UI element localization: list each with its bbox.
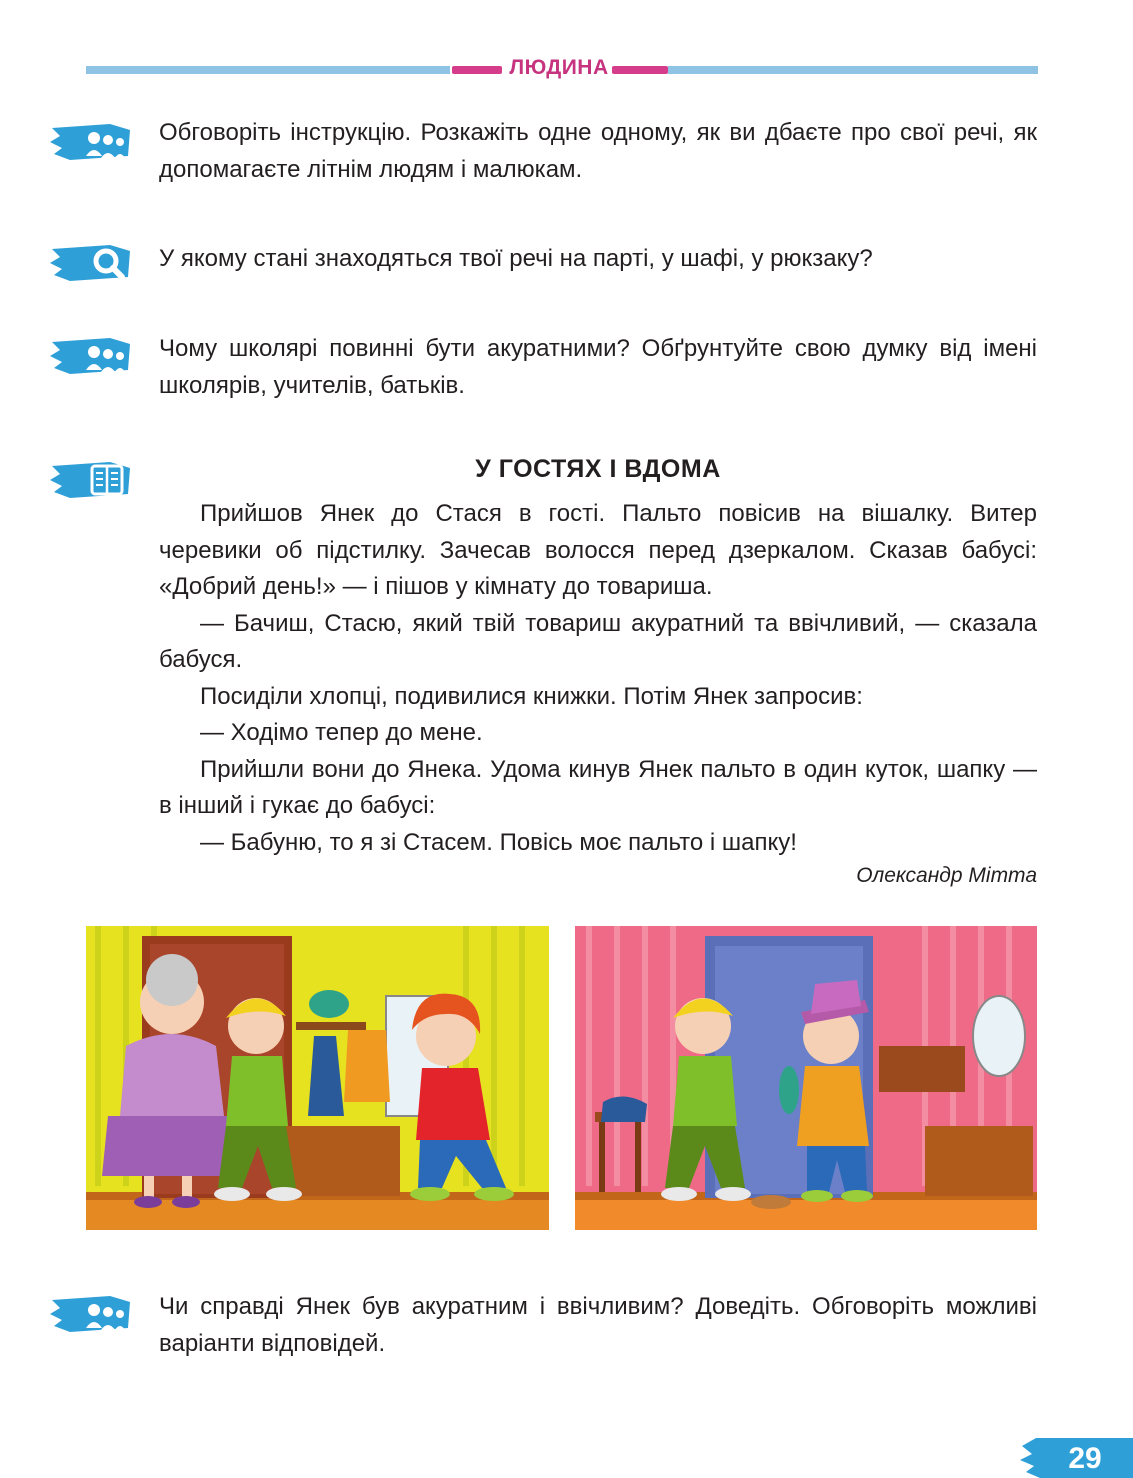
header-rule-left [86,66,450,74]
section-title: ЛЮДИНА [509,56,609,79]
group-discussion-icon [50,1294,134,1334]
story-paragraph: Прийшов Янек до Стася в гості. Пальто повісив на вішалку. Витер черевики об підстилку. Зачесав волосся перед дзеркалом. Сказав бабусі: «Добрий день!» — і пішов у кімнату до товариша. [159,500,1037,600]
book-icon [50,460,134,500]
header-rule-right [668,66,1038,74]
story-text [159,496,1037,861]
story-paragraph: Посиділи хлопці, подивилися книжки. Потім Янек запросив: [200,682,863,710]
story-paragraph: Прийшли вони до Янека. Удома кинув Янек пальто в один куток, шапку — в інший і гукає до бабусі: [159,755,1037,819]
page-number: 29 [1068,1442,1102,1475]
group-discussion-icon [50,122,134,162]
task-why-neat: Чому школярі повинні бути акуратними? Обґрунтуйте свою думку від імені школярів, учителів, батьків. [159,335,1037,399]
illustration-home [575,926,1037,1230]
task-final-question: Чи справді Янек був акуратним і ввічливим? Доведіть. Обговоріть можливі варіанти відповідей. [159,1293,1037,1357]
story-title: У ГОСТЯХ І ВДОМА [475,455,721,483]
story-paragraph: — Ходімо тепер до мене. [200,719,483,746]
story-paragraph: — Бабуню, то я зі Стасем. Повісь моє пальто і шапку! [200,828,797,856]
illustration-visit [86,926,549,1230]
magnifier-icon [50,243,134,283]
task-discuss-instruction: Обговоріть інструкцію. Розкажіть одне одному, як ви дбаєте про свої речі, як допомагаєте літнім людям і малюкам. [159,119,1037,183]
story-paragraph: — Бачиш, Стасю, який твій товариш акуратний та ввічливий, — сказала бабуся. [159,609,1037,673]
task-observe-things: У якому стані знаходяться твої речі на парті, у шафі, у рюкзаку? [159,245,873,272]
group-discussion-icon [50,336,134,376]
story-author: Олександр Мітта [856,864,1037,887]
